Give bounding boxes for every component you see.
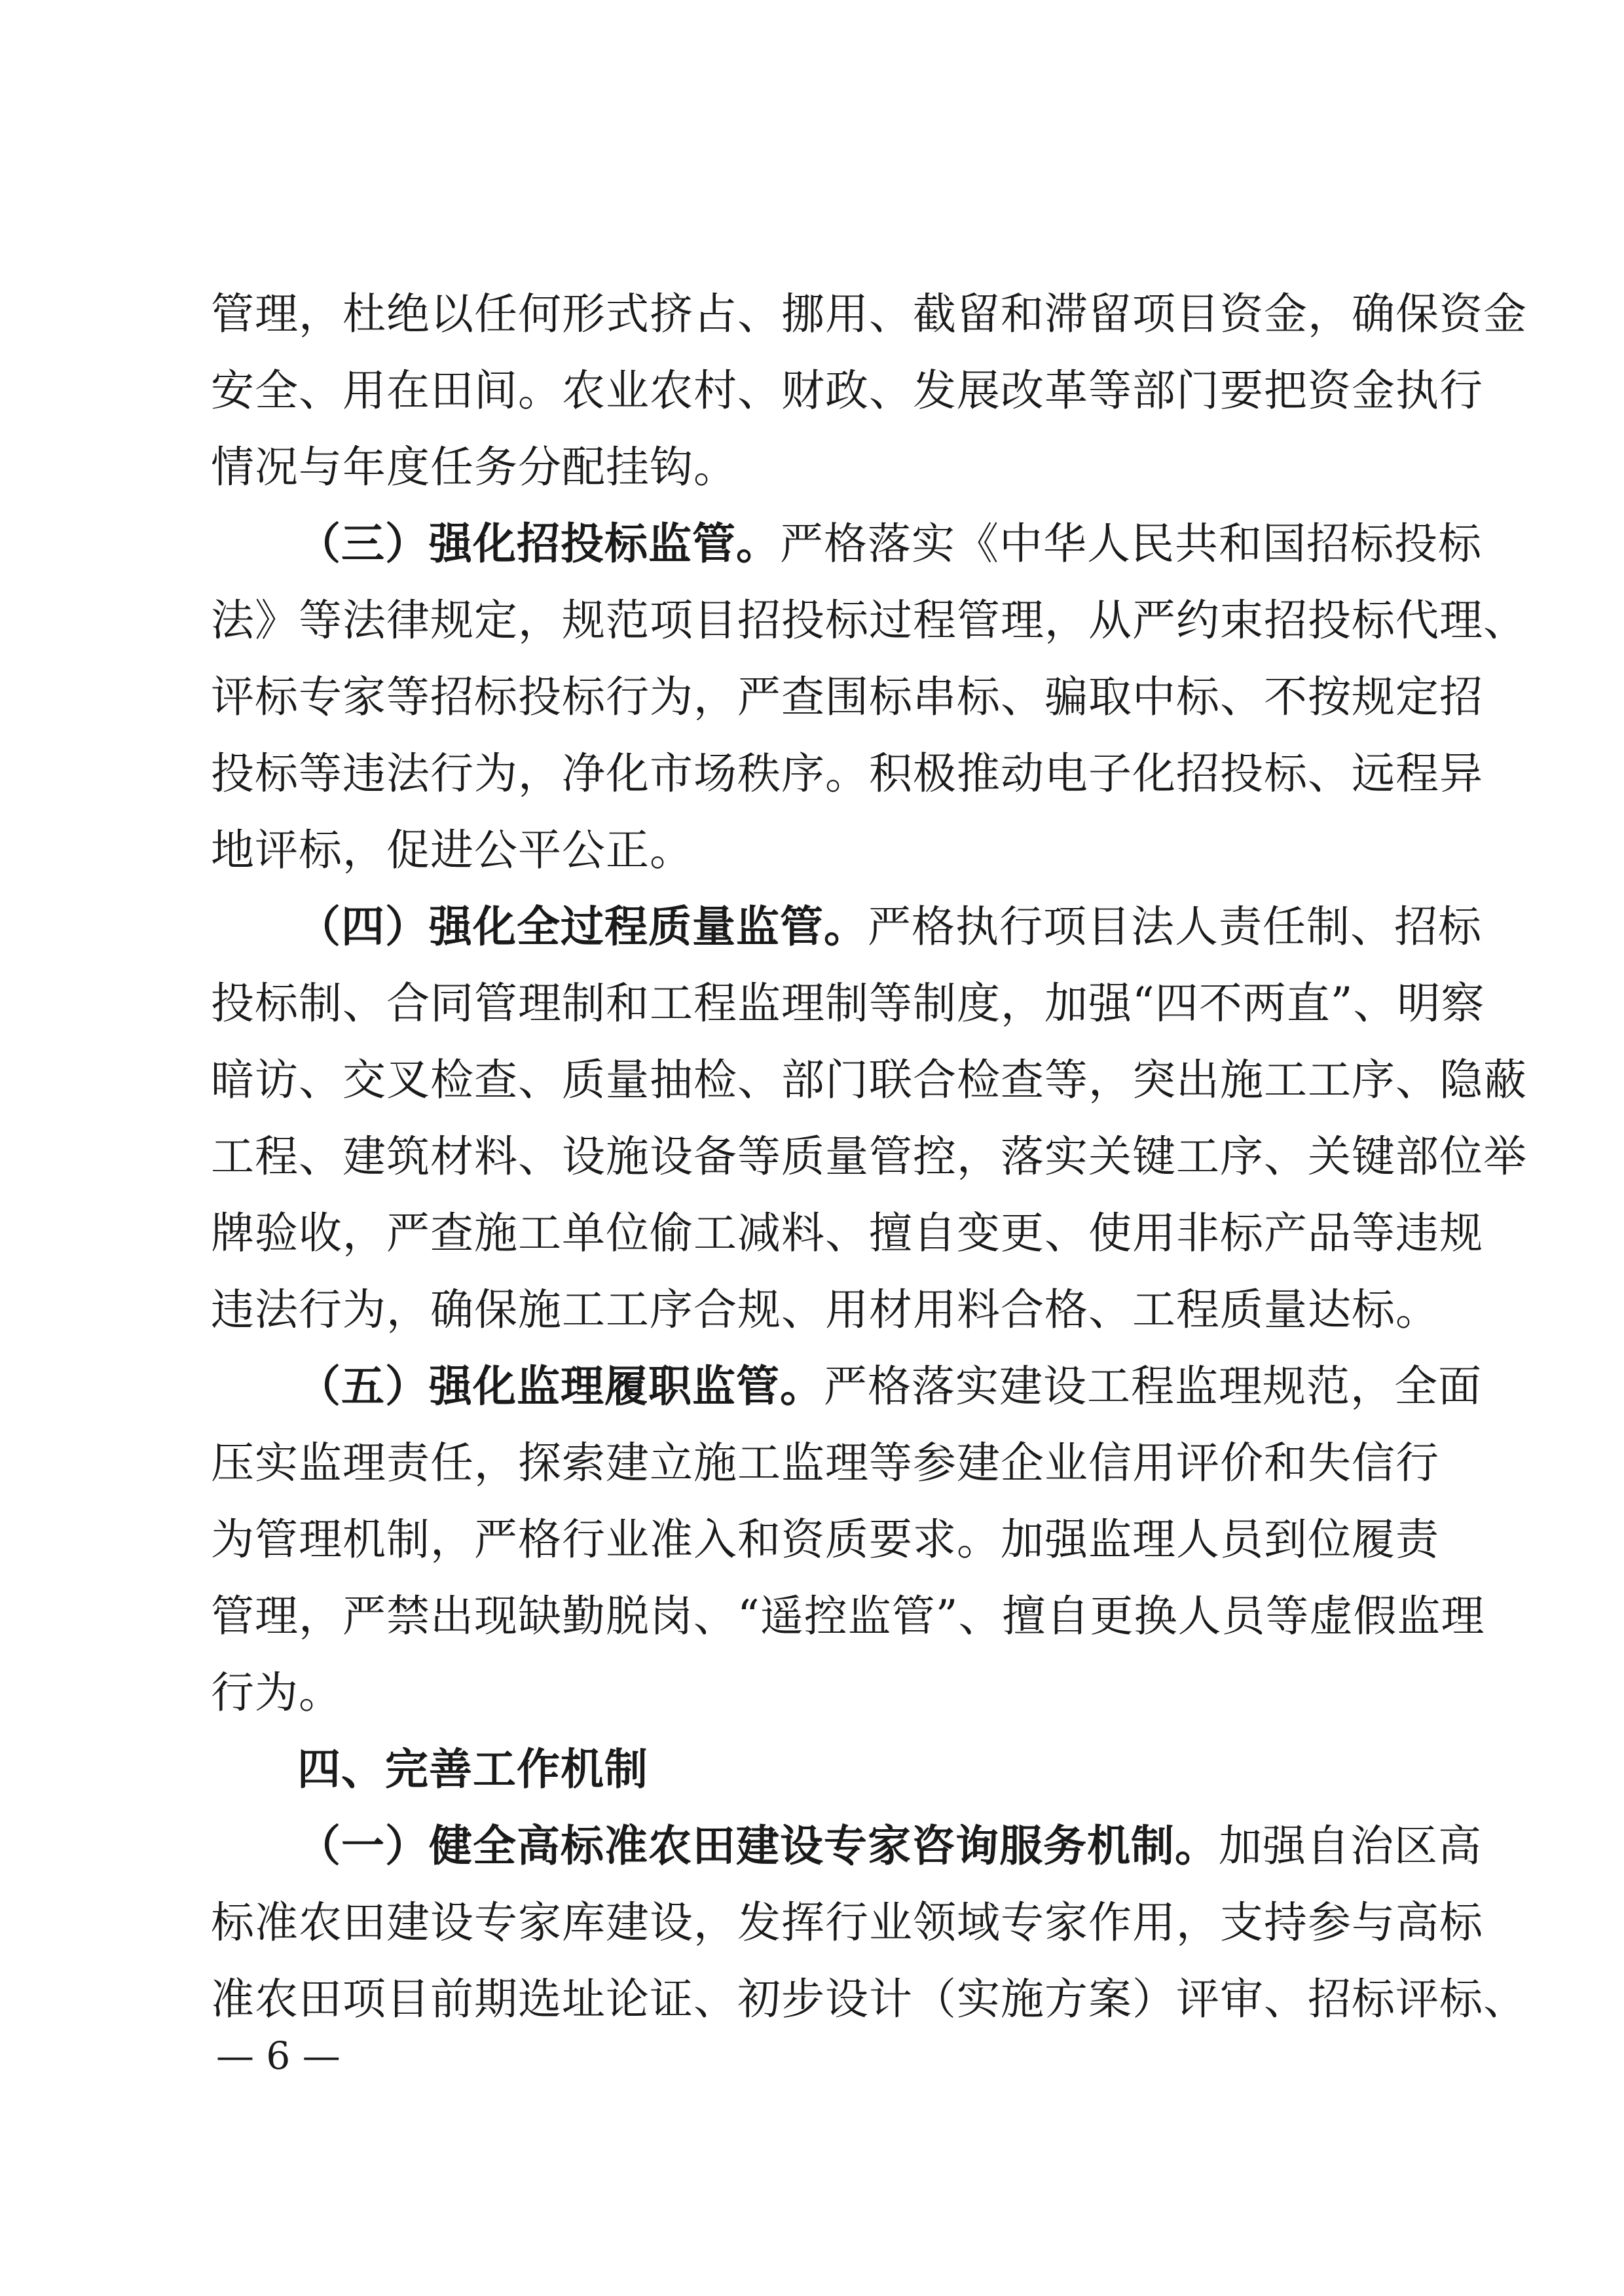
section-heading: 四、完善工作机制	[297, 1744, 648, 1795]
paragraph-text: 严格执行项目法人责任制、招标	[868, 902, 1482, 952]
paragraph-line: 法》等法律规定，规范项目招投标过程管理，从严约束招投标代理、	[211, 595, 1527, 646]
paragraph-line: 地评标，促进公平公正。	[211, 825, 693, 875]
paragraph-text: 严格落实《中华人民共和国招标投标	[780, 519, 1482, 569]
paragraph-line: 暗访、交叉检查、质量抽检、部门联合检查等，突出施工工序、隐蔽	[211, 1055, 1527, 1105]
paragraph-line: 准农田项目前期选址论证、初步设计（实施方案）评审、招标评标、	[211, 1974, 1527, 2024]
paragraph-line: 投标等违法行为，净化市场秩序。积极推动电子化招投标、远程异	[211, 748, 1483, 799]
paragraph-line: 管理，杜绝以任何形式挤占、挪用、截留和滞留项目资金，确保资金	[211, 289, 1527, 339]
paragraph-line: 压实监理责任，探索建立施工监理等参建企业信用评价和失信行	[211, 1438, 1439, 1488]
paragraph-line	[297, 1820, 1482, 1872]
paragraph-line	[297, 1360, 1482, 1413]
paragraph-line: 为管理机制，严格行业准入和资质要求。加强监理人员到位履责	[211, 1514, 1439, 1565]
paragraph-line: 投标制、合同管理制和工程监理制等制度，加强“四不两直”、明察	[211, 978, 1485, 1029]
paragraph-line: 违法行为，确保施工工序合规、用材用料合格、工程质量达标。	[211, 1285, 1439, 1335]
subsection-heading: （五）强化监理履职监管。	[297, 1361, 824, 1412]
paragraph-line: 牌验收，严查施工单位偷工减料、擅自变更、使用非标产品等违规	[211, 1208, 1483, 1258]
subsection-heading: （一）健全高标准农田建设专家咨询服务机制。	[297, 1821, 1219, 1871]
subsection-heading: （三）强化招投标监管。	[297, 519, 780, 569]
paragraph-line: 情况与年度任务分配挂钩。	[211, 442, 737, 492]
paragraph-text: 加强自治区高	[1219, 1821, 1482, 1871]
paragraph-text: 严格落实建设工程监理规范，全面	[824, 1361, 1482, 1412]
paragraph-line	[297, 518, 1482, 570]
paragraph-line: 标准农田建设专家库建设，发挥行业领域专家作用，支持参与高标	[211, 1897, 1483, 1948]
subsection-heading: （四）强化全过程质量监管。	[297, 902, 868, 952]
paragraph-line: 工程、建筑材料、设施设备等质量管控，落实关键工序、关键部位举	[211, 1131, 1527, 1182]
paragraph-line	[297, 901, 1482, 953]
paragraph-line: 安全、用在田间。农业农村、财政、发展改革等部门要把资金执行	[211, 365, 1483, 416]
paragraph-line: 行为。	[211, 1667, 342, 1718]
paragraph-line: 管理，严禁出现缺勤脱岗、“遥控监管”、擅自更换人员等虚假监理	[211, 1591, 1485, 1641]
page-number: — 6 —	[216, 2033, 341, 2078]
paragraph-line: 评标专家等招标投标行为，严查围标串标、骗取中标、不按规定招	[211, 672, 1483, 722]
